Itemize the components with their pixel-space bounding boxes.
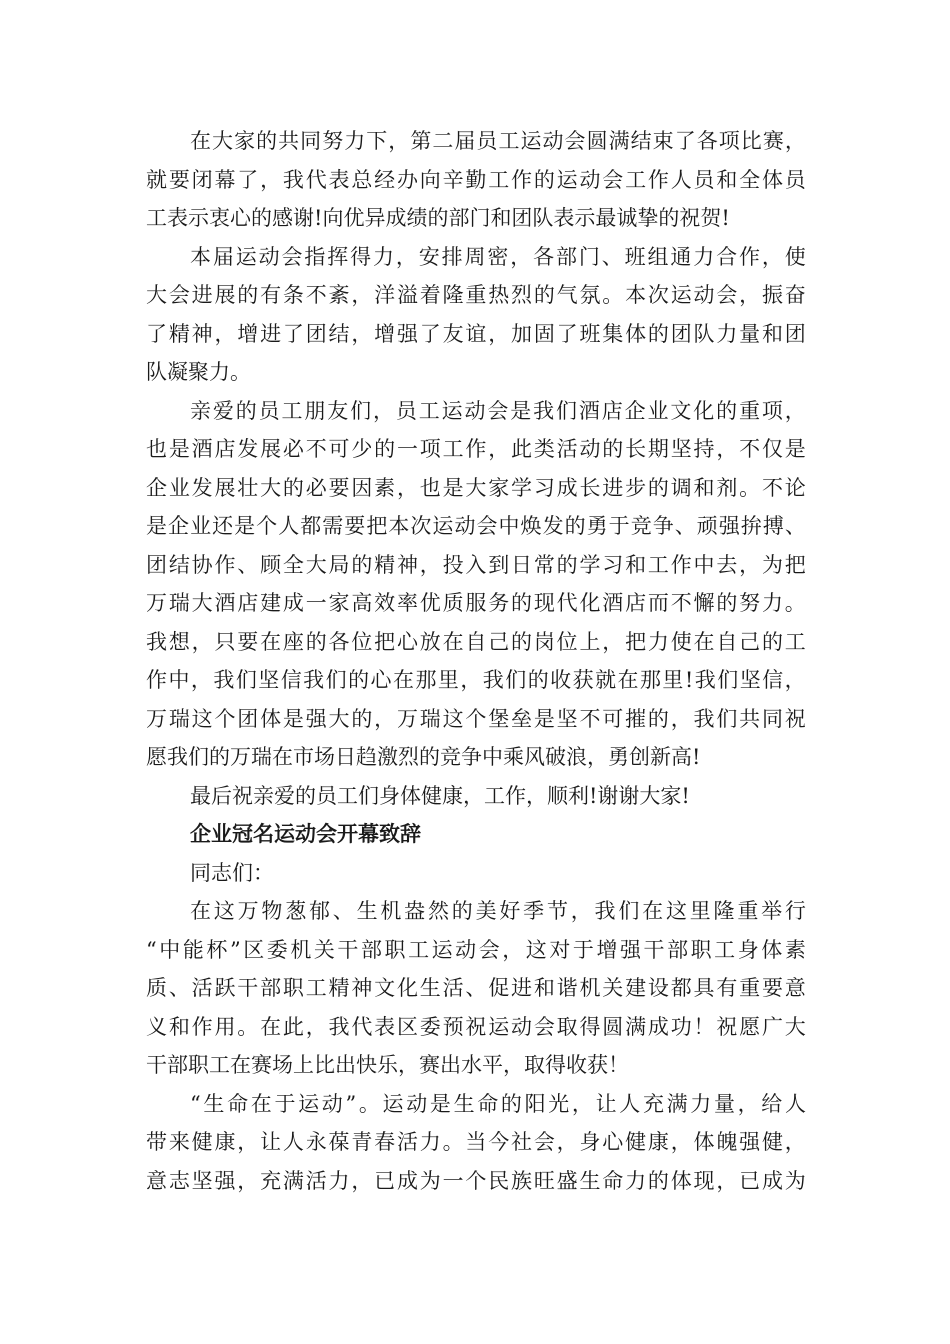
text-line: 带 来 健 康 ， 让 人 永 葆 青 春 活 力 。 当 今 社 会 ， 身 心 健 康 ， 体 魄 强 健 ，: [146, 1130, 806, 1154]
text-line: 意 志 坚 强 ， 充 满 活 力 ， 已 成 为 一 个 民 族 旺 盛 生 命 力 的 体 现 ， 已 成 为: [146, 1168, 806, 1193]
text-line: 质 、 活 跃 干 部 职 工 精 神 文 化 生 活 、 促 进 和 谐 机 关 建 设 都 具 有 重 要 意: [146, 976, 806, 1000]
text-line: 也 是 酒 店 发 展 必 不 可 少 的 一 项 工 作 ， 此 类 活 动 的 长 期 坚 持 ， 不 仅 是: [146, 437, 806, 461]
text-line: 工表示衷心的感谢!向优异成绩的部门和团队表示最诚挚的祝贺!: [146, 206, 730, 230]
text-line: 本 届 运 动 会 指 挥 得 力 ， 安 排 周 密 ， 各 部 门 、 班 组 通 力 合 作 ， 使: [190, 244, 806, 269]
text-line: 在 这 万 物 葱 郁 、 生 机 盎 然 的 美 好 季 节 ， 我 们 在 这 里 隆 重 举 行: [190, 899, 806, 923]
text-line: 是 企 业 还 是 个 人 都 需 要 把 本 次 运 动 会 中 焕 发 的 勇 于 竞 争 、 顽 强 拚 搏 、: [146, 514, 806, 538]
text-line: 同志们：: [190, 860, 274, 885]
text-line: 就 要 闭 幕 了 ， 我 代 表 总 经 办 向 辛 勤 工 作 的 运 动 会 工 作 人 员 和 全 体 员: [146, 167, 806, 192]
text-line: 亲 爱 的 员 工 朋 友 们 ， 员 工 运 动 会 是 我 们 酒 店 企 业 文 化 的 重 项 ，: [190, 398, 806, 423]
text-line: 最后祝亲爱的员工们身体健康，工作，顺利!谢谢大家!: [190, 783, 690, 808]
text-line: 团 结 协 作 、 顾 全 大 局 的 精 神 ， 投 入 到 日 常 的 学 习 和 工 作 中 去 ， 为 把: [146, 552, 806, 577]
text-line: 干部职工在赛场上比出快乐，赛出水平，取得收获！: [146, 1053, 629, 1077]
text-line: “ 中 能 杯 ” 区 委 机 关 干 部 职 工 运 动 会 ， 这 对 于 增 强 干 部 职 工 身 体 素: [146, 937, 806, 962]
text-line: 作 中 ， 我 们 坚 信 我 们 的 心 在 那 里 ， 我 们 的 收 获 就 在 那 里 ! 我 们 坚 信 ，: [146, 668, 806, 692]
section-heading: 企业冠名运动会开幕致辞: [190, 821, 421, 846]
text-line: 我 想 ， 只 要 在 座 的 各 位 把 心 放 在 自 己 的 岗 位 上 ， 把 力 使 在 自 己 的 工: [146, 629, 806, 654]
text-line: 大 会 进 展 的 有 条 不 紊 ， 洋 溢 着 隆 重 热 烈 的 气 氛 。 本 次 运 动 会 ， 振 奋: [146, 283, 806, 307]
text-line: 企 业 发 展 壮 大 的 必 要 因 素 ， 也 是 大 家 学 习 成 长 进 步 的 调 和 剂 。 不 论: [146, 475, 806, 500]
text-line: 在 大 家 的 共 同 努 力 下 ， 第 二 届 员 工 运 动 会 圆 满 结 束 了 各 项 比 赛 ，: [190, 129, 806, 153]
text-line: 义 和 作 用 。 在 此 ， 我 代 表 区 委 预 祝 运 动 会 取 得 圆 满 成 功 ！ 祝 愿 广 大: [146, 1014, 806, 1039]
text-line: 队凝聚力。: [146, 360, 251, 384]
document-body: [146, 122, 806, 1200]
text-line: “ 生 命 在 于 运 动 ” 。 运 动 是 生 命 的 阳 光 ， 让 人 充 满 力 量 ， 给 人: [190, 1091, 806, 1116]
text-line: 了 精 神 ， 增 进 了 团 结 ， 增 强 了 友 谊 ， 加 固 了 班 集 体 的 团 队 力 量 和 团: [146, 321, 806, 346]
text-line: 万 瑞 这 个 团 体 是 强 大 的 ， 万 瑞 这 个 堡 垒 是 坚 不 可 摧 的 ， 我 们 共 同 祝: [146, 706, 806, 731]
text-line: 万 瑞 大 酒 店 建 成 一 家 高 效 率 优 质 服 务 的 现 代 化 酒 店 而 不 懈 的 努 力 。: [146, 591, 806, 615]
text-line: 愿我们的万瑞在市场日趋激烈的竞争中乘风破浪，勇创新高!: [146, 745, 701, 769]
